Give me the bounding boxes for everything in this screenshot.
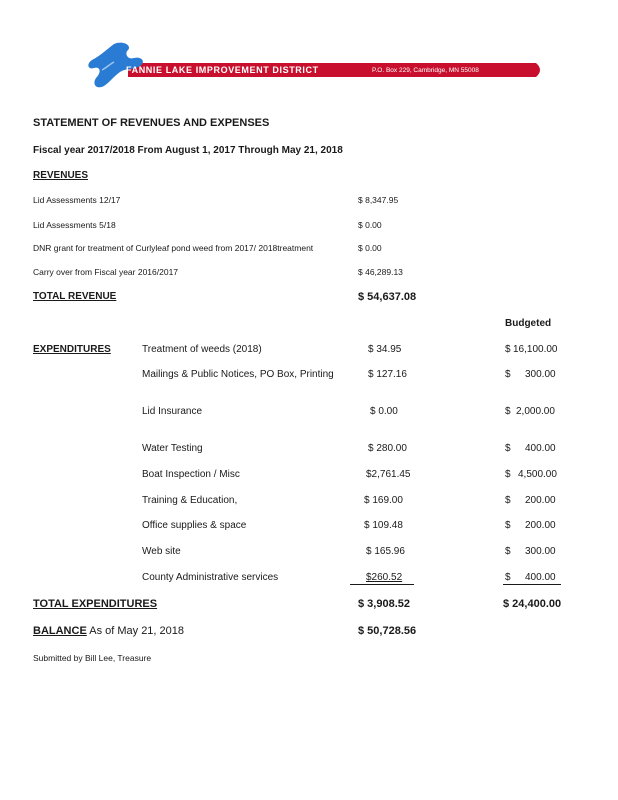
expense-budget-sign: $ (505, 495, 511, 506)
balance-amount: $ 50,728.56 (358, 625, 417, 637)
total-expenditures-label: TOTAL EXPENDITURES (33, 598, 158, 610)
expense-budget-sign: $ (505, 369, 511, 380)
expense-amount: $260.52 (366, 572, 403, 583)
revenue-label: DNR grant for treatment of Curlyleaf pond weed from 2017/ 2018treatment (33, 243, 314, 253)
expense-budget: 16,100.00 (513, 344, 558, 355)
expense-budget-sign: $ (505, 546, 511, 557)
expense-label: Web site (142, 546, 181, 557)
org-address: P.O. Box 229, Cambridge, MN 55008 (372, 67, 479, 74)
revenue-label: Lid Assessments 12/17 (33, 195, 121, 205)
expense-budget: 200.00 (525, 495, 556, 506)
expense-amount: $ 280.00 (368, 443, 407, 454)
budgeted-header: Budgeted (505, 318, 552, 329)
budget-underline (503, 584, 561, 585)
expense-budget: 400.00 (525, 443, 556, 454)
expense-budget-sign: $ (505, 469, 511, 480)
balance-date: As of May 21, 2018 (86, 625, 185, 637)
revenues-heading: REVENUES (33, 170, 89, 181)
expense-label: Lid Insurance (142, 406, 203, 417)
expense-budget: 2,000.00 (516, 406, 555, 417)
total-revenue-label: TOTAL REVENUE (33, 291, 117, 302)
expense-amount: $ 109.48 (364, 520, 403, 531)
org-name: FANNIE LAKE IMPROVEMENT DISTRICT (126, 65, 319, 75)
revenue-amount: $ 8,347.95 (358, 195, 399, 205)
total-revenue-amount: $ 54,637.08 (358, 291, 417, 303)
expense-budget-sign: $ (505, 406, 511, 417)
expense-label: County Administrative services (142, 572, 279, 583)
revenue-label: Carry over from Fiscal year 2016/2017 (33, 267, 179, 277)
expense-amount: $2,761.45 (366, 469, 411, 480)
expense-label: Office supplies & space (142, 520, 247, 531)
expense-budget: 4,500.00 (518, 469, 557, 480)
revenue-amount: $ 0.00 (358, 243, 382, 253)
submitted-by: Submitted by Bill Lee, Treasure (33, 653, 152, 663)
expense-amount: $ 127.16 (368, 369, 407, 380)
expense-label: Mailings & Public Notices, PO Box, Printing (142, 369, 334, 380)
expense-amount: $ 169.00 (364, 495, 403, 506)
balance-line (33, 625, 184, 637)
revenue-amount: $ 46,289.13 (358, 267, 403, 277)
balance-label: BALANCE (33, 625, 87, 637)
expense-amount: $ 0.00 (370, 406, 398, 417)
expense-amount: $ 34.95 (368, 344, 402, 355)
revenue-amount: $ 0.00 (358, 220, 382, 230)
expense-budget-sign: $ (505, 572, 511, 583)
expense-label: Water Testing (142, 443, 203, 454)
expense-budget: 300.00 (525, 546, 556, 557)
expense-budget: 200.00 (525, 520, 556, 531)
expense-budget-sign: $ (505, 443, 511, 454)
statement-title: STATEMENT OF REVENUES AND EXPENSES (33, 117, 270, 129)
fiscal-period: Fiscal year 2017/2018 From August 1, 2017 Through May 21, 2018 (33, 145, 343, 156)
expense-budget: 300.00 (525, 369, 556, 380)
expense-label: Treatment of weeds (2018) (142, 344, 262, 355)
expense-budget: 400.00 (525, 572, 556, 583)
expense-label: Training & Education, (142, 495, 238, 506)
revenue-label: Lid Assessments 5/18 (33, 220, 116, 230)
expense-amount: $ 165.96 (366, 546, 405, 557)
expense-budget-sign: $ (505, 520, 511, 531)
expense-label: Boat Inspection / Misc (142, 469, 240, 480)
total-expenditures-amount: $ 3,908.52 (358, 598, 410, 610)
expense-budget-sign: $ (505, 344, 511, 355)
total-budget-amount: $ 24,400.00 (503, 598, 562, 610)
expenditures-heading: EXPENDITURES (33, 344, 111, 355)
amount-underline (350, 584, 414, 585)
